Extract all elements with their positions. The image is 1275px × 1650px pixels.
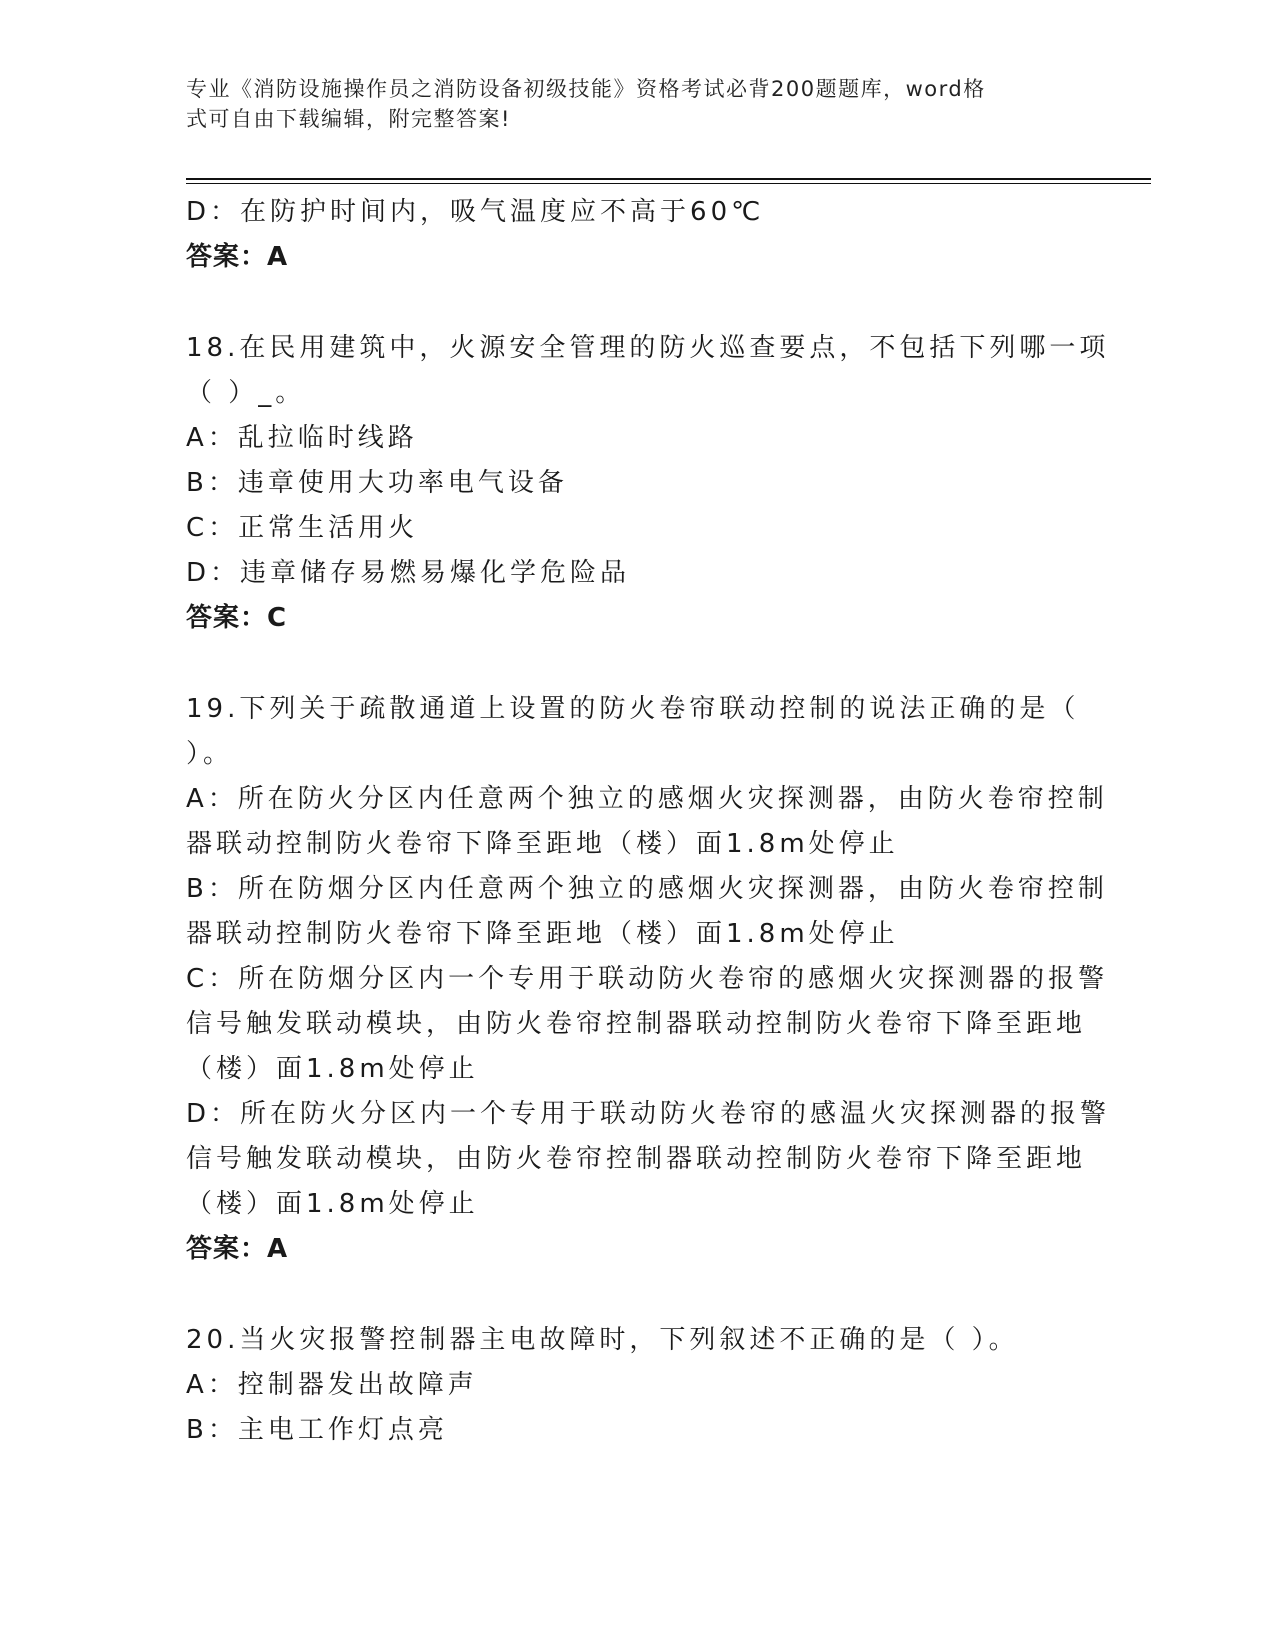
question-20-option-a: A：控制器发出故障声	[186, 1370, 478, 1400]
question-18-option-c: C：正常生活用火	[186, 513, 419, 543]
question-19-option-c-3: （楼）面1.8m处停止	[186, 1054, 479, 1084]
question-18	[186, 326, 1110, 641]
question-19-option-a-1: A：所在防火分区内任意两个独立的感烟火灾探测器，由防火卷帘控制	[186, 784, 1108, 814]
question-20-option-b: B：主电工作灯点亮	[186, 1415, 448, 1445]
question-19-answer: 答案：A	[186, 1234, 289, 1264]
prev-answer: 答案：A	[186, 242, 289, 272]
question-19-option-a-2: 器联动控制防火卷帘下降至距地（楼）面1.8m处停止	[186, 829, 899, 859]
question-18-stem-2: （ ）_。	[186, 378, 306, 408]
page-header	[186, 74, 1086, 134]
header-line-2: 式可自由下载编辑，附完整答案!	[186, 107, 511, 131]
question-19-option-d-3: （楼）面1.8m处停止	[186, 1189, 479, 1219]
header-rule-thin	[186, 183, 1151, 184]
header-rule-thick	[186, 178, 1151, 180]
question-19-option-c-2: 信号触发联动模块，由防火卷帘控制器联动控制防火卷帘下降至距地	[186, 1009, 1087, 1039]
question-19-stem-2: ）。	[186, 739, 234, 769]
question-18-answer: 答案：C	[186, 603, 288, 633]
question-20	[186, 1318, 1086, 1453]
question-content	[186, 190, 1111, 1453]
prev-option-d: D：在防护时间内，吸气温度应不高于60℃	[186, 197, 765, 227]
question-19	[186, 687, 1111, 1272]
question-19-option-d-1: D：所在防火分区内一个专用于联动防火卷帘的感温火灾探测器的报警	[186, 1099, 1111, 1129]
question-18-option-a: A：乱拉临时线路	[186, 423, 418, 453]
question-18-stem-1: 18.在民用建筑中，火源安全管理的防火巡查要点，不包括下列哪一项	[186, 333, 1110, 363]
question-19-option-b-2: 器联动控制防火卷帘下降至距地（楼）面1.8m处停止	[186, 919, 899, 949]
question-20-stem-1: 20.当火灾报警控制器主电故障时，下列叙述不正确的是（ ）。	[186, 1325, 1019, 1355]
question-18-option-b: B：违章使用大功率电气设备	[186, 468, 568, 498]
header-line-1: 专业《消防设施操作员之消防设备初级技能》资格考试必背200题题库，word格	[186, 77, 986, 101]
question-19-stem-1: 19.下列关于疏散通道上设置的防火卷帘联动控制的说法正确的是（	[186, 694, 1080, 724]
question-18-option-d: D：违章储存易燃易爆化学危险品	[186, 558, 631, 588]
question-19-option-c-1: C：所在防烟分区内一个专用于联动防火卷帘的感烟火灾探测器的报警	[186, 964, 1109, 994]
question-19-option-b-1: B：所在防烟分区内任意两个独立的感烟火灾探测器，由防火卷帘控制	[186, 874, 1108, 904]
question-19-option-d-2: 信号触发联动模块，由防火卷帘控制器联动控制防火卷帘下降至距地	[186, 1144, 1087, 1174]
